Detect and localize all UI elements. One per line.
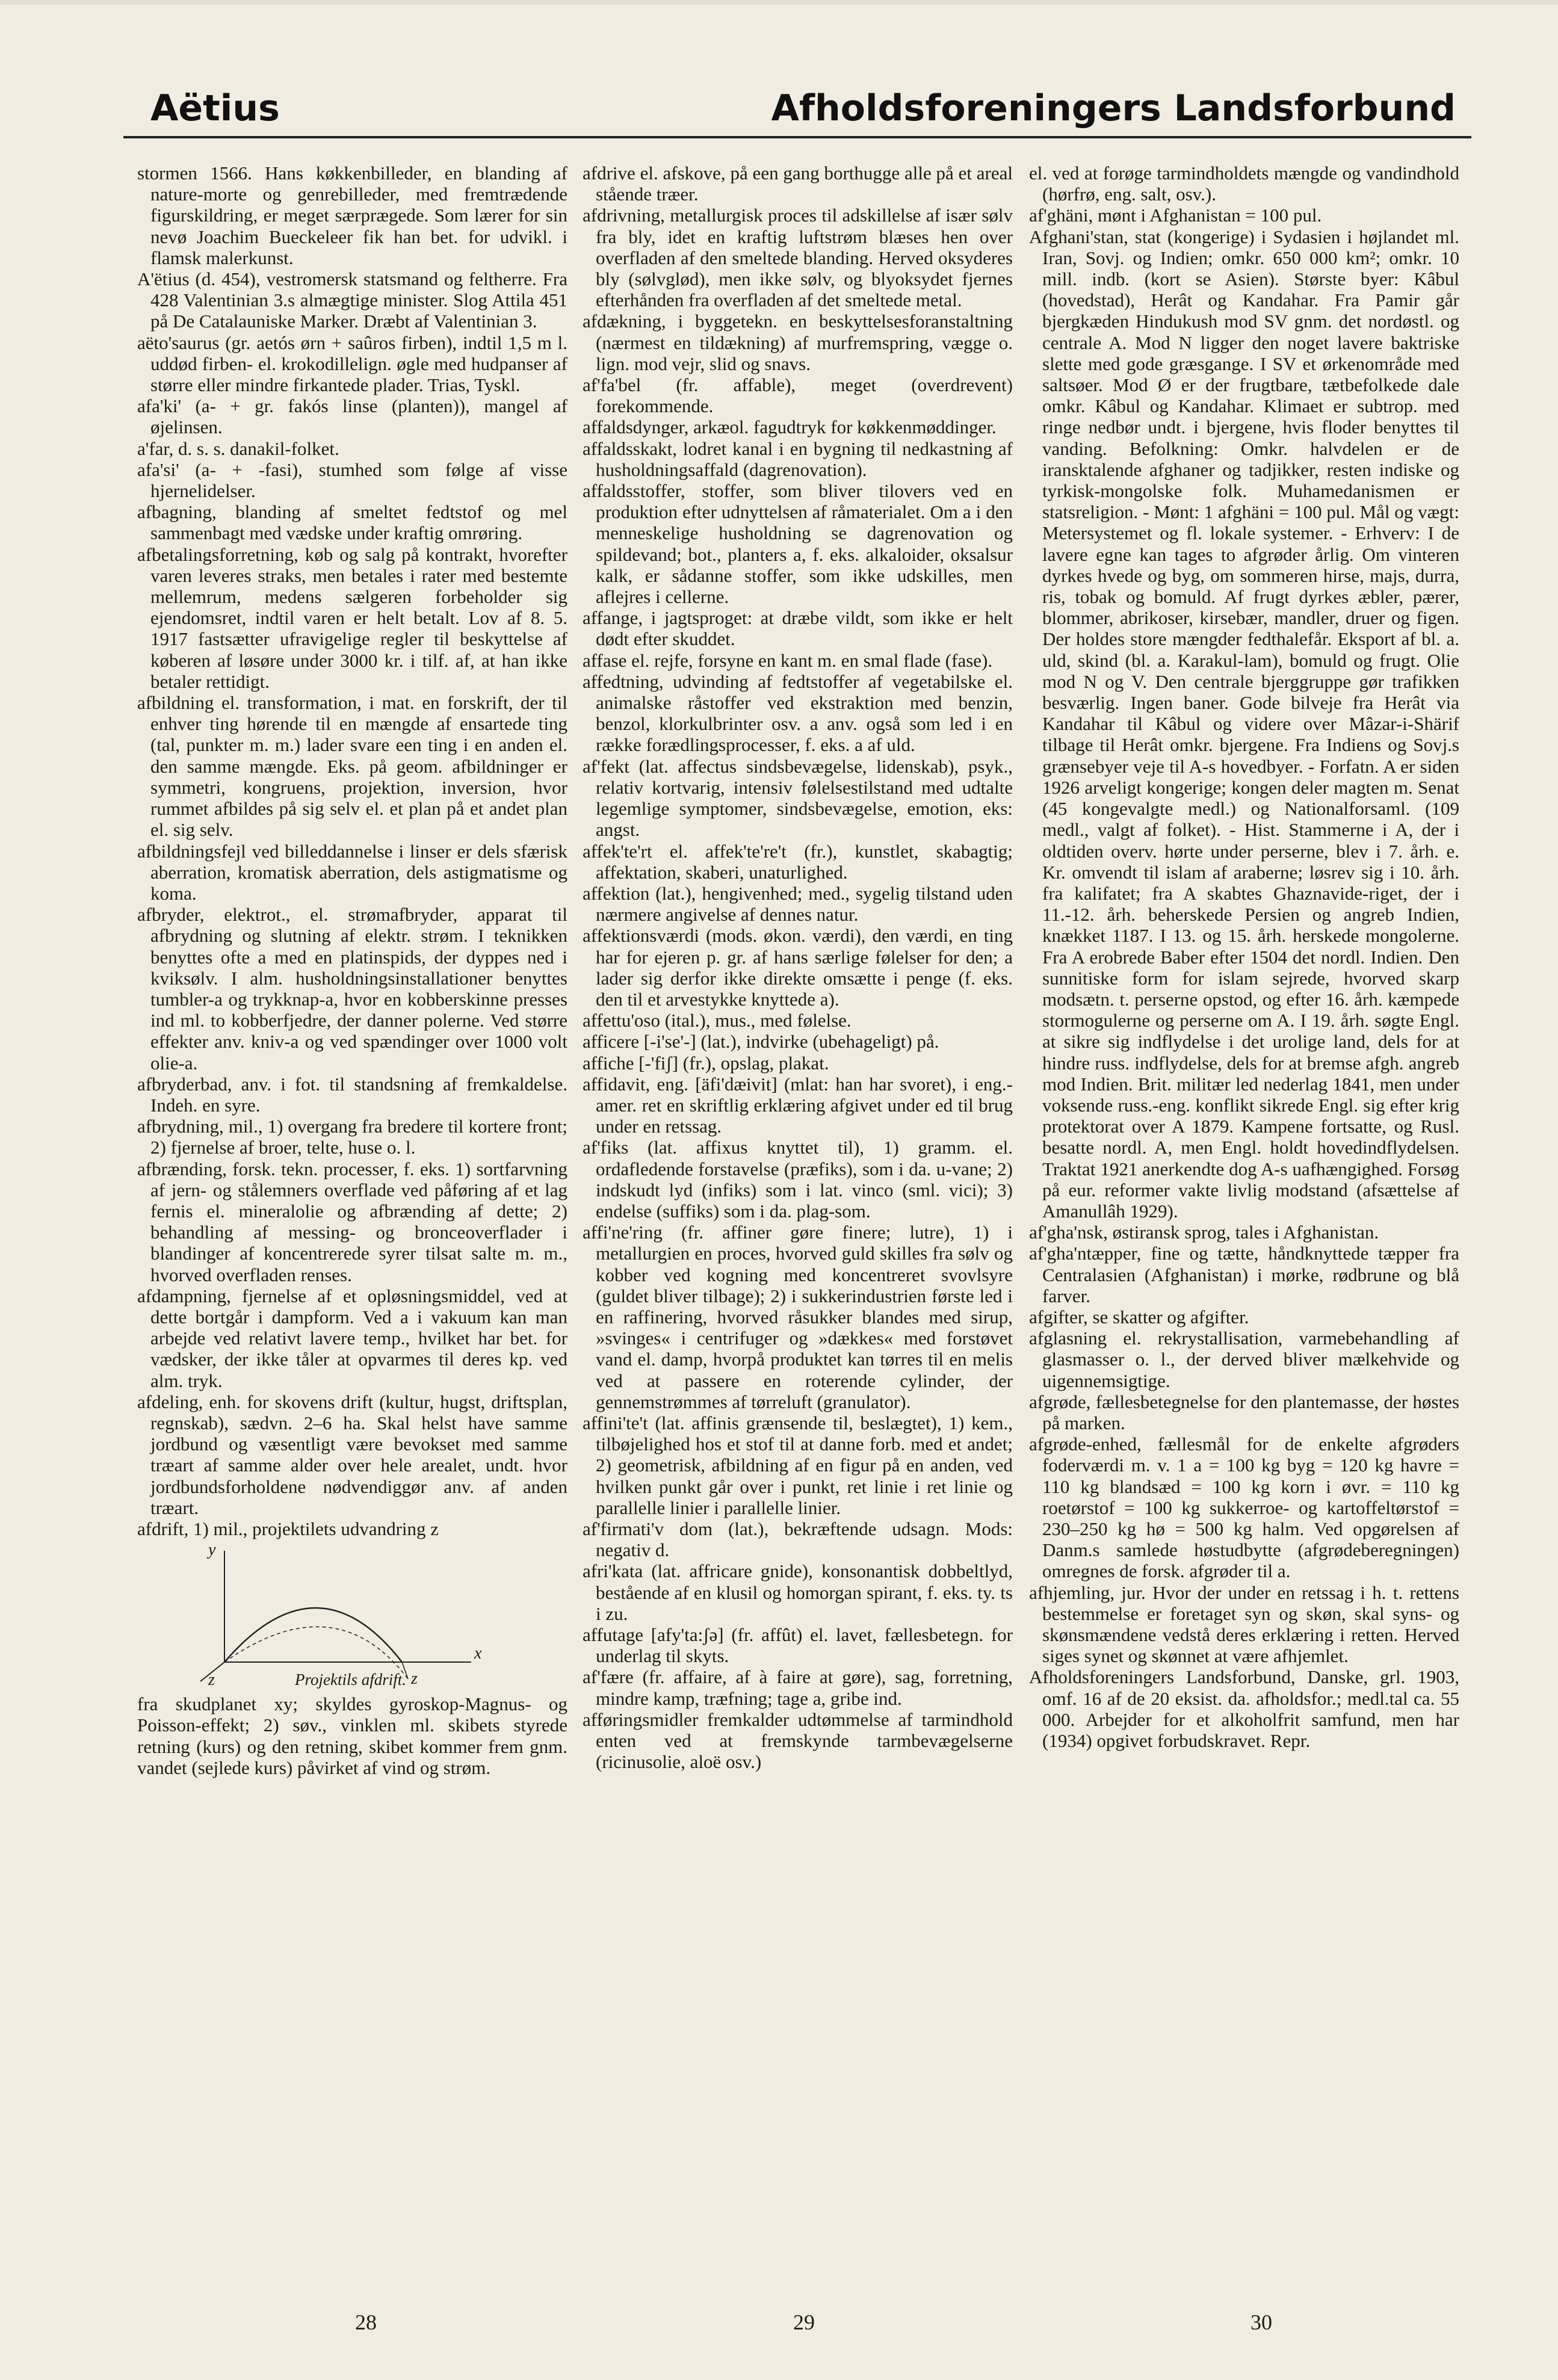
entry: af'fære (fr. affaire, af à faire at gøre), sag, forretning, mindre kamp, træfning; tage a, gribe ind.: [583, 1666, 1013, 1709]
entry: afdeling, enh. for skovens drift (kultur, hugst, driftsplan, regnskab), sædvn. 2–6 ha. Skal helst have samme jordbund og væsentligt være bevokset med samme træart af samme alder over hele arealet, undt. hvor jordbundsforholdene nødvendiggør anv. af anden træart.: [137, 1391, 567, 1518]
x-axis-label: x: [474, 1644, 482, 1663]
entry: Afholdsforeningers Landsforbund, Danske, grl. 1903, omf. 16 af de 20 eksist. da. afholdsfor.; medl.tal ca. 55 000. Arbejder for et alkoholfrit samfund, men har (1934) opgivet forbudskravet. Repr.: [1029, 1666, 1459, 1752]
page-number-right: 30: [1250, 2310, 1272, 2334]
entry: afbildning el. transformation, i mat. en forskrift, der til enhver ting hørende til en mængde af ensartede ting (tal, punkter m. m.) lader svare een ting i en anden el. den samme mængde. Eks. på geom. afbildninger er symmetri, kongruens, projektion, inversion, hvor rummet afbildes på sig selv el. et plan på et andet plan el. sig selv.: [137, 692, 567, 841]
entry: affaldsskakt, lodret kanal i en bygning til nedkastning af husholdningsaffald (dagrenovation).: [583, 437, 1013, 480]
entry: afa'si' (a- + -fasi), stumhed som følge af visse hjernelidelser.: [137, 459, 567, 502]
y-axis-label: y: [208, 1541, 216, 1560]
header-rule: [123, 136, 1471, 138]
entry: afglasning el. rekrystallisation, varmebehandling af glasmasser o. l., der derved bliver mælkehvide og uigennemsigtige.: [1029, 1328, 1459, 1391]
running-head-first-word: Aëtius: [150, 87, 280, 129]
entry: affiche [-'fiʃ] (fr.), opslag, plakat.: [583, 1052, 829, 1074]
entry: affaldsstoffer, stoffer, som bliver tilovers ved en produktion efter udnyttelsen af råmaterialet. Om a i den menneskelige husholdning se dagrenovation og spildevand; bot., planters a, f. eks. alkaloider, oksalsur kalk, er sådanne stoffer, som ikke udskilles, men aflejres i cellerne.: [583, 480, 1013, 608]
entry: afgifter, se skatter og afgifter.: [1029, 1306, 1249, 1328]
entry: afri'kata (lat. affricare gnide), konsonantisk dobbeltlyd, bestående af en klusil og homorgan spirant, f. eks. ty. ts i zu.: [583, 1560, 1013, 1624]
entry: afficere [-i'se'-] (lat.), indvirke (ubehageligt) på.: [583, 1031, 939, 1052]
entry: el. ved at forøge tarmindholdets mængde og vandindhold (hørfrø, eng. salt, osv.).: [1029, 162, 1459, 205]
page-number-left: 28: [355, 2310, 377, 2334]
entry: affedtning, udvinding af fedtstoffer af vegetabilske el. animalske råstoffer ved ekstraktion med benzin, benzol, klorkulbrinter osv. a anv. også som led i en række forædlingsprocesser, f. eks. a af uld.: [583, 670, 1013, 756]
entry: afbryder, elektrot., el. strømafbryder, apparat til afbrydning og slutning af elektr. strøm. I teknikken benyttes ofte a med en platinspids, der dyppes ned i kviksølv. I alm. husholdningsinstallationer benyttes tumbler-a og trykknap-a, hvor en kobberskinne presses ind ml. to kobberfjedre, der danner polerne. Ved større effekter anv. kniv-a og ved spændinger over 1000 volt olie-a.: [137, 904, 567, 1074]
entry: fra skudplanet xy; skyldes gyroskop-Magnus- og Poisson-effekt; 2) søv., vinklen ml. skibets styrede retning (kurs) og den retning, skibet kommer frem gnm. vandet (sejlede kurs) påvirket af vind og strøm.: [137, 1693, 567, 1778]
entry: A'ëtius (d. 454), vestromersk statsmand og feltherre. Fra 428 Valentinian 3.s almægtige minister. Slog Attila 451 på De Catalauniske Marker. Dræbt af Valentinian 3.: [137, 268, 567, 332]
entry: affettu'oso (ital.), mus., med følelse.: [583, 1010, 852, 1031]
figure-caption: Projektils afdrift.: [295, 1671, 406, 1689]
entry: affektion (lat.), hengivenhed; med., sygelig tilstand uden nærmere angivelse af dennes natur.: [583, 882, 1013, 926]
entry: af'gha'nsk, østiransk sprog, tales i Afghanistan.: [1029, 1222, 1379, 1243]
text-column-2: [583, 162, 1013, 2263]
text-column-3: [1029, 162, 1459, 2263]
entry: afbrænding, forsk. tekn. processer, f. eks. 1) sortfarvning af jern- og stålemners overflade ved påføring af et lag fernis el. mineralolie og afbrænding af dette; 2) behandling af messing- og bronceoverflader i blandinger af koncentrerede syrer tilsat salte m. m., hvorved overfladen renses.: [137, 1158, 567, 1285]
entry: afbildningsfejl ved billeddannelse i linser er dels sfærisk aberration, kromatisk aberration, dels astigmatisme og koma.: [137, 840, 567, 904]
entry: afdrive el. afskove, på een gang borthugge alle på et areal stående træer.: [583, 162, 1013, 205]
entry: affek'te'rt el. affek'te're't (fr.), kunstlet, skabagtig; affektation, skaberi, unaturlighed.: [583, 840, 1013, 883]
entry: af'ghäni, mønt i Afghanistan = 100 pul.: [1029, 205, 1322, 226]
entry: afdækning, i byggetekn. en beskyttelsesforanstaltning (nærmest en tildækning) af murfremspring, vægge o. lign. mod vejr, slid og snavs.: [583, 311, 1013, 374]
entry: afdrift, 1) mil., projektilets udvandring z: [137, 1518, 439, 1539]
z-drift-label: z: [411, 1669, 418, 1689]
entry: affange, i jagtsproget: at dræbe vildt, som ikke er helt dødt efter skuddet.: [583, 607, 1013, 650]
entry: Afghani'stan, stat (kongerige) i Sydasien i højlandet ml. Iran, Sovj. og Indien; omkr. 650 000 km²; omkr. 10 mill. indb. (kort se Asien). Største byer: Kâbul (hovedstad), Herât og Kandahar. Fra Pamir går bjergkæden Hindukush mod SV gnm. det nordøstl. og centrale A. Mod N ligger den noget lavere baktriske slette med gode græsgange. I SV et ørkenområde med saltsøer. Mod Ø er der frugtbare, tætbefolkede dale omkr. Kâbul og Kandahar. Klimaet er subtrop. med ringe nedbør undt. i bjergene, hvis floder benyttes til vanding. Befolkning: Omkr. halvdelen er de iransktalende afghaner og tadjikker, resten indiske og tyrkisk-mongolske folk. Muhamedanismen er statsreligion. - Mønt: 1 afghäni = 100 pul. Mål og vægt: Metersystemet og fl. lokale systemer. - Erhverv: I de lavere egne kan tages to afgrøder årlig. Om vinteren dyrkes hvede og byg, om sommeren hirse, majs, durra, ris, tobak og bomuld. Af frugt dyrkes æbler, pærer, blommer, abrikoser, kirsebær, mandler, druer og figen. Der holdes store mængder fedthalefår. Eksport af bl. a. uld, skind (bl. a. Karakul-lam), bomuld og frugt. Olie mod N og V. Den centrale bjerggruppe gør trafikken besværlig. Ingen baner. Gode bilveje fra Herât via Kandahar til Kâbul og videre over Mâzar-i-Shärif tilbage til Herât omkr. bjergene. Fra Indiens og Sovj.s grænsebyer veje til A-s hovedbyer. - Forfatn. A er siden 1926 arveligt kongerige; kongen deler magten m. Senat (45 kongevalgte medl.) og Nationalforsaml. (109 medl., valgt af folket). - Hist. Stammerne i A, der i oldtiden overv. hørte under perserne, blev i 7. årh. e. Kr. omvendt til islam af araberne; løsrev sig i 10. årh. fra kalifatet; fra A skabtes Ghaznavide-riget, der i 11.-12. årh. beherskede Persien og angreb Indien, knækket 1187. I 13. og 15. årh. herskede mongolerne. Fra A erobrede Baber efter 1504 det nordl. Indien. Den sunnitiske form for islam sejrede, hvorved skarp modsætn. t. perserne opstod, og efter 16. årh. kæmpede stormogulerne og perserne om A. I 19. årh. søgte Engl. at sikre sig indflydelse i det urolige land, dels for at hindre russ. indflydelse, dels for at bremse afgh. angreb mod Indien. Brit. militær led nederlag 1841, men under voksende russ.-eng. konflikt sikrede Engl. sig efter krig protektorat over A 1879. Kampene fortsatte, og Rusl. besatte nordl. A, men Engl. holdt hovedindflydelsen. Traktat 1921 anerkendte dog A-s uafhængighed. Forsøg på eur. reformer vakte livlig modstand (afsættelse af Amanullâh 1929).: [1029, 226, 1459, 1222]
entry: af'fiks (lat. affixus knyttet til), 1) gramm. el. ordafledende forstavelse (præfiks), som i da. u-vane; 2) indskudt lyd (infiks) som i lat. vinco (sml. vici); 3) endelse (suffiks) som i da. plag-som.: [583, 1137, 1013, 1222]
running-head-last-word: Afholdsforeningers Landsforbund: [771, 87, 1456, 129]
entry: af'fa'bel (fr. affable), meget (overdrevent) forekommende.: [583, 374, 1013, 417]
entry: afdampning, fjernelse af et opløsningsmiddel, ved at dette bortgår i dampform. Ved a i vakuum kan man arbejde ved relativt lavere temp., hvilket har bet. for vædsker, der ikke tåler at opvarmes til deres kp. ved alm. tryk.: [137, 1285, 567, 1391]
entry: afbetalingsforretning, køb og salg på kontrakt, hvorefter varen leveres straks, men betales i rater med bestemte mellemrum, medens sælgeren forbeholder sig ejendomsret, indtil varen er helt betalt. Lov af 8. 5. 1917 fastsætter ufravigelige regler til beskyttelse af køberen af løsøre under 3000 kr. i tilf. af, at han ikke betaler rettidigt.: [137, 543, 567, 692]
entry: afgrøde-enhed, fællesmål for de enkelte afgrøders foderværdi m. v. 1 a = 100 kg byg = 120 kg havre = 110 kg blandsæd = 100 kg korn i øvr. = 110 kg roetørstof = 100 kg sukkerroe- og kartoffeltørstof = 230–250 kg hø = 500 kg halm. Ved opgørelsen af Danm.s samlede høstudbytte (afgrødeberegningen) omregnes de forsk. afgrøder til a.: [1029, 1433, 1459, 1582]
entry: afbagning, blanding af smeltet fedtstof og mel sammenbagt med vædske under kraftig omrøring.: [137, 501, 567, 544]
entry: affase el. rejfe, forsyne en kant m. en smal flade (fase).: [583, 649, 993, 671]
entry: afbryderbad, anv. i fot. til standsning af fremkaldelse. Indeh. en syre.: [137, 1073, 567, 1116]
entry: af'gha'ntæpper, fine og tætte, håndknyttede tæpper fra Centralasien (Afghanistan) i mørke, rødbrune og blå farver.: [1029, 1243, 1459, 1306]
entry: affini'te't (lat. affinis grænsende til, beslægtet), 1) kem., tilbøjelighed hos et stof til at danne forb. med et andet; 2) geometrisk, afbildning af en figur på en anden, ved hvilken punkt går over i punkt, ret linie i ret linie og parallelle linier i parallelle linier.: [583, 1412, 1013, 1518]
entry: affaldsdynger, arkæol. fagudtryk for køkkenmøddinger.: [583, 416, 997, 438]
entry: affi'ne'ring (fr. affiner gøre finere; lutre), 1) i metallurgien en proces, hvorved guld skilles fra sølv og kobber ved kogning med koncentreret svovlsyre (guldet bliver tilbage); 2) i sukkerindustrien første led i en raffinering, hvorved råsukker blandes med sirup, »svinges« i centrifuger og »dækkes« med forstøvet vand el. damp, hvorpå produktet kan tørres til en melis ved at passere en roterende cylinder, der gennemstrømmes af tørreluft (granulator).: [583, 1222, 1013, 1412]
trajectory-curve: [224, 1608, 402, 1662]
entry: affutage [afy'ta:ʃə] (fr. affût) el. lavet, fællesbetegn. for underlag til skyts.: [583, 1624, 1013, 1667]
entry: afgrøde, fællesbetegnelse for den plantemasse, der høstes på marken.: [1029, 1391, 1459, 1433]
entry: affektionsværdi (mods. økon. værdi), den værdi, en ting har for ejeren p. gr. af hans særlige følelser for den; a lader sig derfor ikke direkte omsætte i penge (f. eks. den til et arvestykke knyttede a).: [583, 925, 1013, 1010]
entry: afføringsmidler fremkalder udtømmelse af tarmindhold enten ved at fremskynde tarmbevægelserne (ricinusolie, aloë osv.): [583, 1708, 1013, 1773]
entry: aëto'saurus (gr. aetós ørn + saûros firben), indtil 1,5 m l. uddød firben- el. krokodillelign. øgle med hudpanser af større eller mindre firkantede plader. Trias, Tyskl.: [137, 332, 567, 396]
entry: afbrydning, mil., 1) overgang fra bredere til kortere front; 2) fjernelse af broer, telte, huse o. l.: [137, 1116, 567, 1158]
page-number-middle: 29: [793, 2310, 815, 2334]
entry: afa'ki' (a- + gr. fakós linse (planten)), mangel af øjelinsen.: [137, 395, 567, 438]
entry: af'firmati'v dom (lat.), bekræftende udsagn. Mods: negativ d.: [583, 1518, 1013, 1561]
top-edge: [0, 0, 1558, 5]
z-axis-label: z: [208, 1671, 215, 1690]
text-column-1: [137, 162, 567, 2263]
entry: afhjemling, jur. Hvor der under en retssag i h. t. rettens bestemmelse er foretaget syn og skøn, skal syns- og skønsmændene vedstå deres erklæring i retten. Herved siges synet og skønnet at være afhjemlet.: [1029, 1581, 1459, 1667]
entry: af'fekt (lat. affectus sindsbevægelse, lidenskab), psyk., relativ kortvarig, intensiv følelsestilstand med udtalte legemlige symptomer, sindsbevægelse, emotion, eks: angst.: [583, 755, 1013, 841]
entry: stormen 1566. Hans køkkenbilleder, en blanding af nature-morte og genrebilleder, med fremtrædende figurskildring, er meget særprægede. Som lærer for sin nevø Joachim Bueckeleer fik han bet. for udvikl. i flamsk malerkunst.: [137, 162, 567, 268]
entry: afdrivning, metallurgisk proces til adskillelse af især sølv fra bly, idet en kraftig luftstrøm blæses hen over overfladen af den smeltede blanding. Herved oksyderes bly (sølvglød), men ikke sølv, og blyoksydet fjernes efterhånden fra overfladen af det smeltede metal.: [583, 205, 1013, 311]
entry: a'far, d. s. s. danakil-folket.: [137, 437, 339, 459]
entry: affidavit, eng. [äfi'dæivit] (mlat: han har svoret), i eng.-amer. ret en skriftlig erklæring afgivet under ed til brug under en retssag.: [583, 1073, 1013, 1137]
projectile-drift-figure: [137, 1542, 567, 1692]
